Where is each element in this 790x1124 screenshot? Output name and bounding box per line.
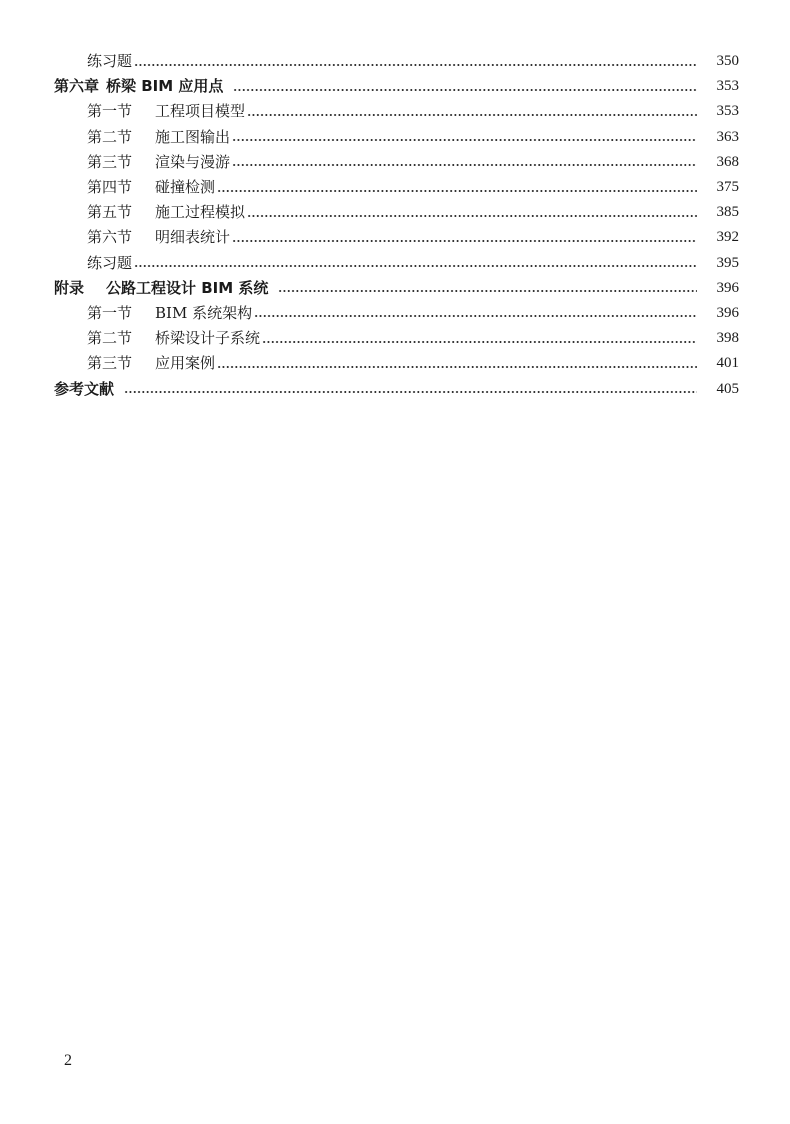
toc-section-title: 渲染与漫游 bbox=[155, 152, 231, 171]
dot-leader bbox=[247, 114, 697, 116]
toc-section[interactable] bbox=[0, 200, 790, 225]
dot-leader bbox=[232, 164, 697, 166]
toc-section[interactable] bbox=[0, 99, 790, 124]
toc-section-title: 明细表统计 bbox=[155, 228, 231, 247]
toc-section-page: 398 bbox=[716, 330, 739, 347]
toc-entry-page: 395 bbox=[716, 254, 739, 271]
toc-chapter-page: 353 bbox=[716, 78, 739, 95]
dot-leader bbox=[262, 341, 697, 343]
toc-section-number: 第五节 bbox=[87, 203, 133, 222]
toc-entry-title: 练习题 bbox=[87, 52, 133, 71]
toc-section-title: 碰撞检测 bbox=[155, 178, 216, 197]
toc-section[interactable] bbox=[0, 150, 790, 175]
toc-chapter-page: 396 bbox=[716, 279, 739, 296]
toc-chapter-number: 附录 bbox=[54, 278, 85, 297]
dot-leader bbox=[217, 366, 697, 368]
dot-leader bbox=[232, 240, 697, 242]
toc-references-title: 参考文献 bbox=[54, 379, 115, 398]
toc-chapter[interactable] bbox=[0, 74, 790, 99]
dot-leader bbox=[124, 391, 697, 393]
toc-chapter[interactable] bbox=[0, 276, 790, 301]
toc-section-page: 363 bbox=[716, 128, 739, 145]
toc-section-title: BIM 系统架构 bbox=[155, 303, 253, 322]
toc-section[interactable] bbox=[0, 326, 790, 351]
toc-chapter-title: 公路工程设计 BIM 系统 bbox=[106, 278, 269, 297]
toc-entry-title: 练习题 bbox=[87, 253, 133, 272]
toc-section-number: 第四节 bbox=[87, 178, 133, 197]
toc-section-page: 401 bbox=[716, 355, 739, 372]
dot-leader bbox=[278, 290, 697, 292]
toc-section-title: 应用案例 bbox=[155, 354, 216, 373]
toc-section-title: 施工图输出 bbox=[155, 127, 231, 146]
toc-section-page: 368 bbox=[716, 153, 739, 170]
toc-section[interactable] bbox=[0, 125, 790, 150]
dot-leader bbox=[254, 315, 697, 317]
toc-section[interactable] bbox=[0, 301, 790, 326]
toc-section-title: 工程项目模型 bbox=[155, 102, 246, 121]
toc-section[interactable] bbox=[0, 225, 790, 250]
toc-entry[interactable] bbox=[0, 49, 790, 74]
toc-section-page: 353 bbox=[716, 103, 739, 120]
page-number: 2 bbox=[64, 1052, 72, 1069]
dot-leader bbox=[134, 64, 697, 66]
toc-section-number: 第二节 bbox=[87, 329, 133, 348]
toc-section-title: 施工过程模拟 bbox=[155, 203, 246, 222]
dot-leader bbox=[217, 190, 697, 192]
toc-references-page: 405 bbox=[716, 380, 739, 397]
toc-section-page: 392 bbox=[716, 229, 739, 246]
toc-chapter-number: 第六章 bbox=[54, 77, 100, 96]
toc-section-number: 第一节 bbox=[87, 303, 133, 322]
toc-section-number: 第一节 bbox=[87, 102, 133, 121]
toc-section-number: 第三节 bbox=[87, 152, 133, 171]
toc-section-page: 375 bbox=[716, 179, 739, 196]
toc-section-number: 第六节 bbox=[87, 228, 133, 247]
toc-entry-page: 350 bbox=[716, 53, 739, 70]
toc-section[interactable] bbox=[0, 351, 790, 376]
toc-references[interactable] bbox=[0, 376, 790, 401]
dot-leader bbox=[232, 139, 697, 141]
toc-section-title: 桥梁设计子系统 bbox=[155, 329, 261, 348]
toc-section-number: 第二节 bbox=[87, 127, 133, 146]
toc-entry[interactable] bbox=[0, 251, 790, 276]
toc-section-page: 396 bbox=[716, 304, 739, 321]
table-of-contents bbox=[0, 49, 790, 402]
toc-section-page: 385 bbox=[716, 204, 739, 221]
dot-leader bbox=[134, 265, 697, 267]
dot-leader bbox=[247, 215, 697, 217]
dot-leader bbox=[233, 89, 697, 91]
toc-section-number: 第三节 bbox=[87, 354, 133, 373]
toc-chapter-title: 桥梁 BIM 应用点 bbox=[106, 77, 224, 96]
toc-section[interactable] bbox=[0, 175, 790, 200]
